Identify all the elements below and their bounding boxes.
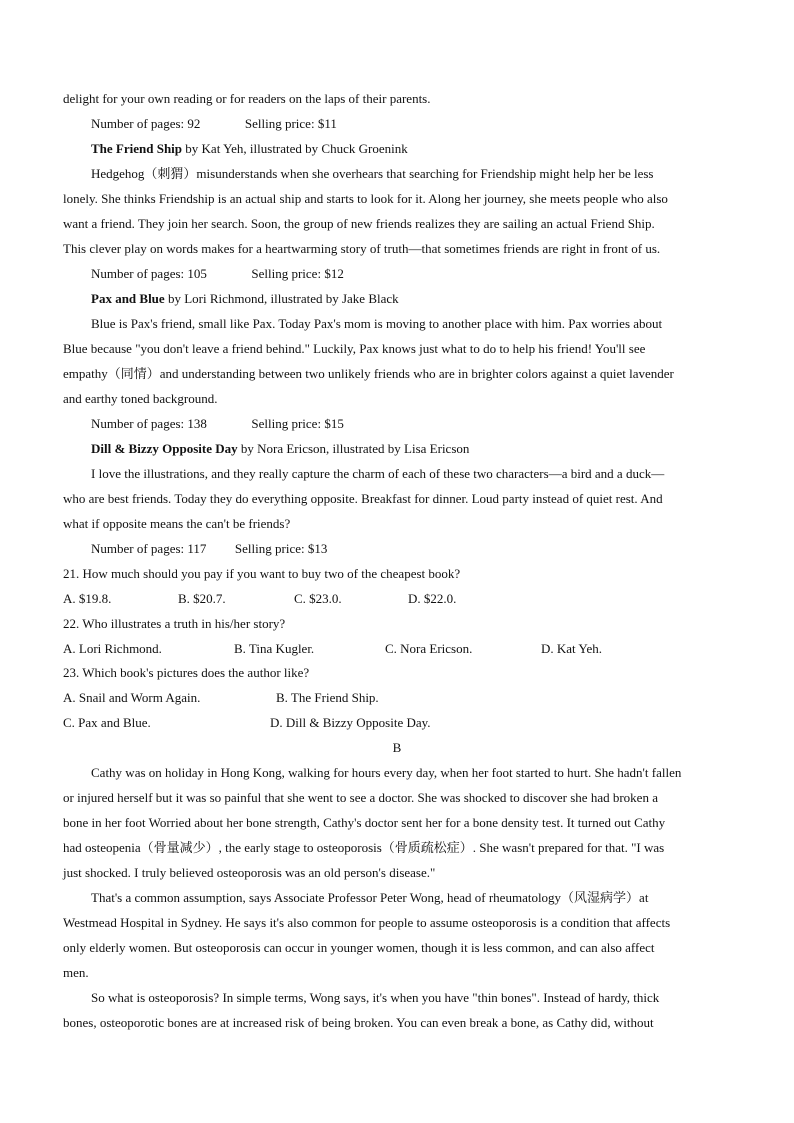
book3-heading [91, 291, 731, 307]
book1-info-line [91, 116, 731, 132]
book2-desc-line: lonely. She thinks Friendship is an actual ship and starts to look for it. Along her journey, she meets people who also [63, 191, 668, 206]
book3-desc-line: empathy（同情）and understanding between two unlikely friends who are in brighter colors against a quiet lavender [63, 366, 674, 381]
book3-desc-line: Blue because "you don't leave a friend behind." Luckily, Pax knows just what to do to help his friend! You'll see [63, 341, 646, 356]
q23-option-c: C. Pax and Blue. [63, 715, 151, 730]
section-b-heading: B [392, 740, 402, 755]
book2-desc-line: Hedgehog（刺猬）misunderstands when she overhears that searching for Friendship might help her be less [91, 166, 654, 181]
intro-tail-line: delight for your own reading or for readers on the laps of their parents. [63, 91, 431, 106]
book3-pages: Number of pages: 138 [91, 416, 207, 431]
book4-info-line [91, 541, 731, 557]
question-23-stem: 23. Which book's pictures does the author like? [63, 665, 310, 680]
q23-option-a: A. Snail and Worm Again. [63, 690, 201, 705]
passage-b-line: Westmead Hospital in Sydney. He says it's also common for people to assume osteoporosis is a condition that affects [63, 915, 671, 930]
passage-b-line: So what is osteoporosis? In simple terms, Wong says, it's when you have "thin bones". Instead of hardy, thick [91, 990, 660, 1005]
book4-title: Dill & Bizzy Opposite Day [91, 441, 238, 456]
book2-pages: Number of pages: 105 [91, 266, 207, 281]
book1-pages: Number of pages: 92 [91, 116, 201, 131]
passage-b-line: men. [63, 965, 89, 980]
q22-option-d: D. Kat Yeh. [541, 641, 603, 656]
book3-info-line [91, 416, 731, 432]
book4-desc-line: what if opposite means the can't be friends? [63, 516, 291, 531]
q23-option-d: D. Dill & Bizzy Opposite Day. [270, 715, 431, 730]
book4-byline: by Nora Ericson, illustrated by Lisa Ericson [237, 441, 470, 456]
book2-info-line [91, 266, 731, 282]
book4-desc-line: who are best friends. Today they do everything opposite. Breakfast for dinner. Loud party instead of quiet rest. And [63, 491, 663, 506]
passage-b-line: That's a common assumption, says Associate Professor Peter Wong, head of rheumatology（风湿病学）at [91, 890, 649, 905]
passage-b-line: or injured herself but it was so painful that she went to see a doctor. She was shocked to discover she had broken a [63, 790, 658, 805]
passage-b-line: bones, osteoporotic bones are at increased risk of being broken. You can even break a bone, as Cathy did, without [63, 1015, 654, 1030]
book2-desc-line: want a friend. They join her search. Soon, the group of new friends realizes they are sailing an actual Friend Ship. [63, 216, 655, 231]
q22-option-b: B. Tina Kugler. [234, 641, 315, 656]
question-21-stem: 21. How much should you pay if you want to buy two of the cheapest book? [63, 566, 461, 581]
book2-price: Selling price: $12 [251, 266, 344, 281]
q22-option-c: C. Nora Ericson. [385, 641, 473, 656]
book3-byline: by Lori Richmond, illustrated by Jake Black [164, 291, 399, 306]
q21-option-a: A. $19.8. [63, 591, 112, 606]
passage-b-line: Cathy was on holiday in Hong Kong, walking for hours every day, when her foot started to hurt. She hadn't fallen [91, 765, 682, 780]
passage-b-line: only elderly women. But osteoporosis can occur in younger women, though it is less common, and can also affect [63, 940, 655, 955]
book4-heading [91, 441, 731, 457]
passage-b-line: bone in her foot Worried about her bone strength, Cathy's doctor sent her for a bone density test. It turned out Cathy [63, 815, 666, 830]
book3-desc-line: and earthy toned background. [63, 391, 218, 406]
q21-option-d: D. $22.0. [408, 591, 457, 606]
book2-byline: by Kat Yeh, illustrated by Chuck Groenink [182, 141, 408, 156]
book2-title: The Friend Ship [91, 141, 183, 156]
q21-option-c: C. $23.0. [294, 591, 342, 606]
book1-price: Selling price: $11 [244, 116, 337, 131]
book2-heading [91, 141, 731, 157]
book3-price: Selling price: $15 [251, 416, 344, 431]
question-22-stem: 22. Who illustrates a truth in his/her story? [63, 616, 286, 631]
passage-b-line: had osteopenia（骨量减少）, the early stage to osteoporosis（骨质疏松症）. She wasn't prepared for that. "I was [63, 840, 665, 855]
q23-option-b: B. The Friend Ship. [276, 690, 379, 705]
book4-price: Selling price: $13 [234, 541, 328, 556]
q22-option-a: A. Lori Richmond. [63, 641, 162, 656]
book3-title: Pax and Blue [91, 291, 165, 306]
passage-b-line: just shocked. I truly believed osteoporosis was an old person's disease." [63, 865, 436, 880]
book4-pages: Number of pages: 117 [91, 541, 207, 556]
book2-desc-line: This clever play on words makes for a heartwarming story of truth—that sometimes friends are right in front of us. [63, 241, 661, 256]
book4-desc-line: I love the illustrations, and they really capture the charm of each of these two characters—a bird and a duck— [91, 466, 665, 481]
q21-option-b: B. $20.7. [178, 591, 226, 606]
book3-desc-line: Blue is Pax's friend, small like Pax. Today Pax's mom is moving to another place with him. Pax worries about [91, 316, 663, 331]
